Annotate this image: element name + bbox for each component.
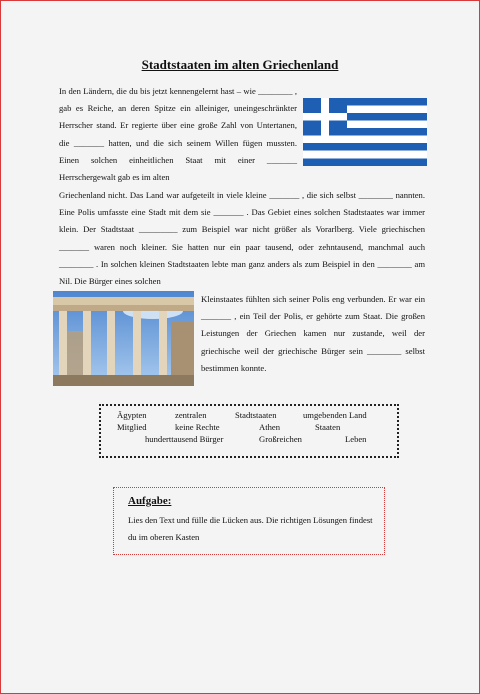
word-bank-item: umgebenden Land: [303, 410, 367, 420]
word-bank-item: Ägypten: [117, 410, 147, 420]
page-title: Stadtstaaten im alten Griechenland: [141, 57, 339, 72]
word-bank-item: hunderttausend Bürger: [145, 434, 224, 444]
text-paragraph-3: Kleinstaates fühlten sich seiner Polis eng verbunden. Er war ein _______ , ein Teil der Polis, er gehörte zum Staat. Die großen Leistungen der Griechen kamen nur zustande, weil der griechische weil der griechische Bürger sein ________ selbst bestimmen konnte.: [201, 294, 425, 373]
word-bank-item: Stadtstaaten: [235, 410, 277, 420]
word-bank-item: Staaten: [315, 422, 341, 432]
task-instructions: Lies den Text und fülle die Lücken aus. Die richtigen Lösungen findest du im oberen Kasten: [128, 515, 373, 542]
greek-flag-icon: [303, 98, 427, 166]
temple-photo: [53, 291, 194, 386]
word-bank-item: Großreichen: [259, 434, 302, 444]
word-bank-item: Mitglied: [117, 422, 147, 432]
task-heading: Aufgabe:: [128, 495, 172, 507]
text-paragraph-2: Griechenland nicht. Das Land war aufgeteilt in viele kleine _______ , die sich selbst ________ nannten. Eine Polis umfasste eine Stadt mit dem sie _______ . Das Gebiet eines solchen Stadtstaates war immer klein. Der Stadtstaat _________ zum Beispiel war nicht größer als Vorarlberg. Viele griechischen _______ waren noch kleiner. Sie hatten nur ein paar tausend, oder zehntausend, manchmal auch ________ . In solchen kleinen Stadtstaaten lebte man ganz anders als zum Beispiel in den ________ am Nil. Die Bürger eines solchen: [59, 190, 425, 287]
word-bank-item: Athen: [259, 422, 281, 432]
task-box: [113, 487, 385, 555]
word-bank-item: keine Rechte: [175, 422, 220, 432]
word-bank-item: zentralen: [175, 410, 207, 420]
word-bank-item: Leben: [345, 434, 367, 444]
text-paragraph-1: In den Ländern, die du bis jetzt kennengelernt hast – wie ________ , gab es Reiche, an deren Spitze ein alleiniger, uneingeschränkter Herrscher stand. Er regierte über eine große Zahl von Untertanen, die _______ hatten, und die sich seinem Willen fügen mussten. Einen solchen einheitlichen Staat mit einer _______ Herrschergewalt gab es im alten: [59, 86, 297, 183]
word-bank-box: [99, 404, 399, 458]
